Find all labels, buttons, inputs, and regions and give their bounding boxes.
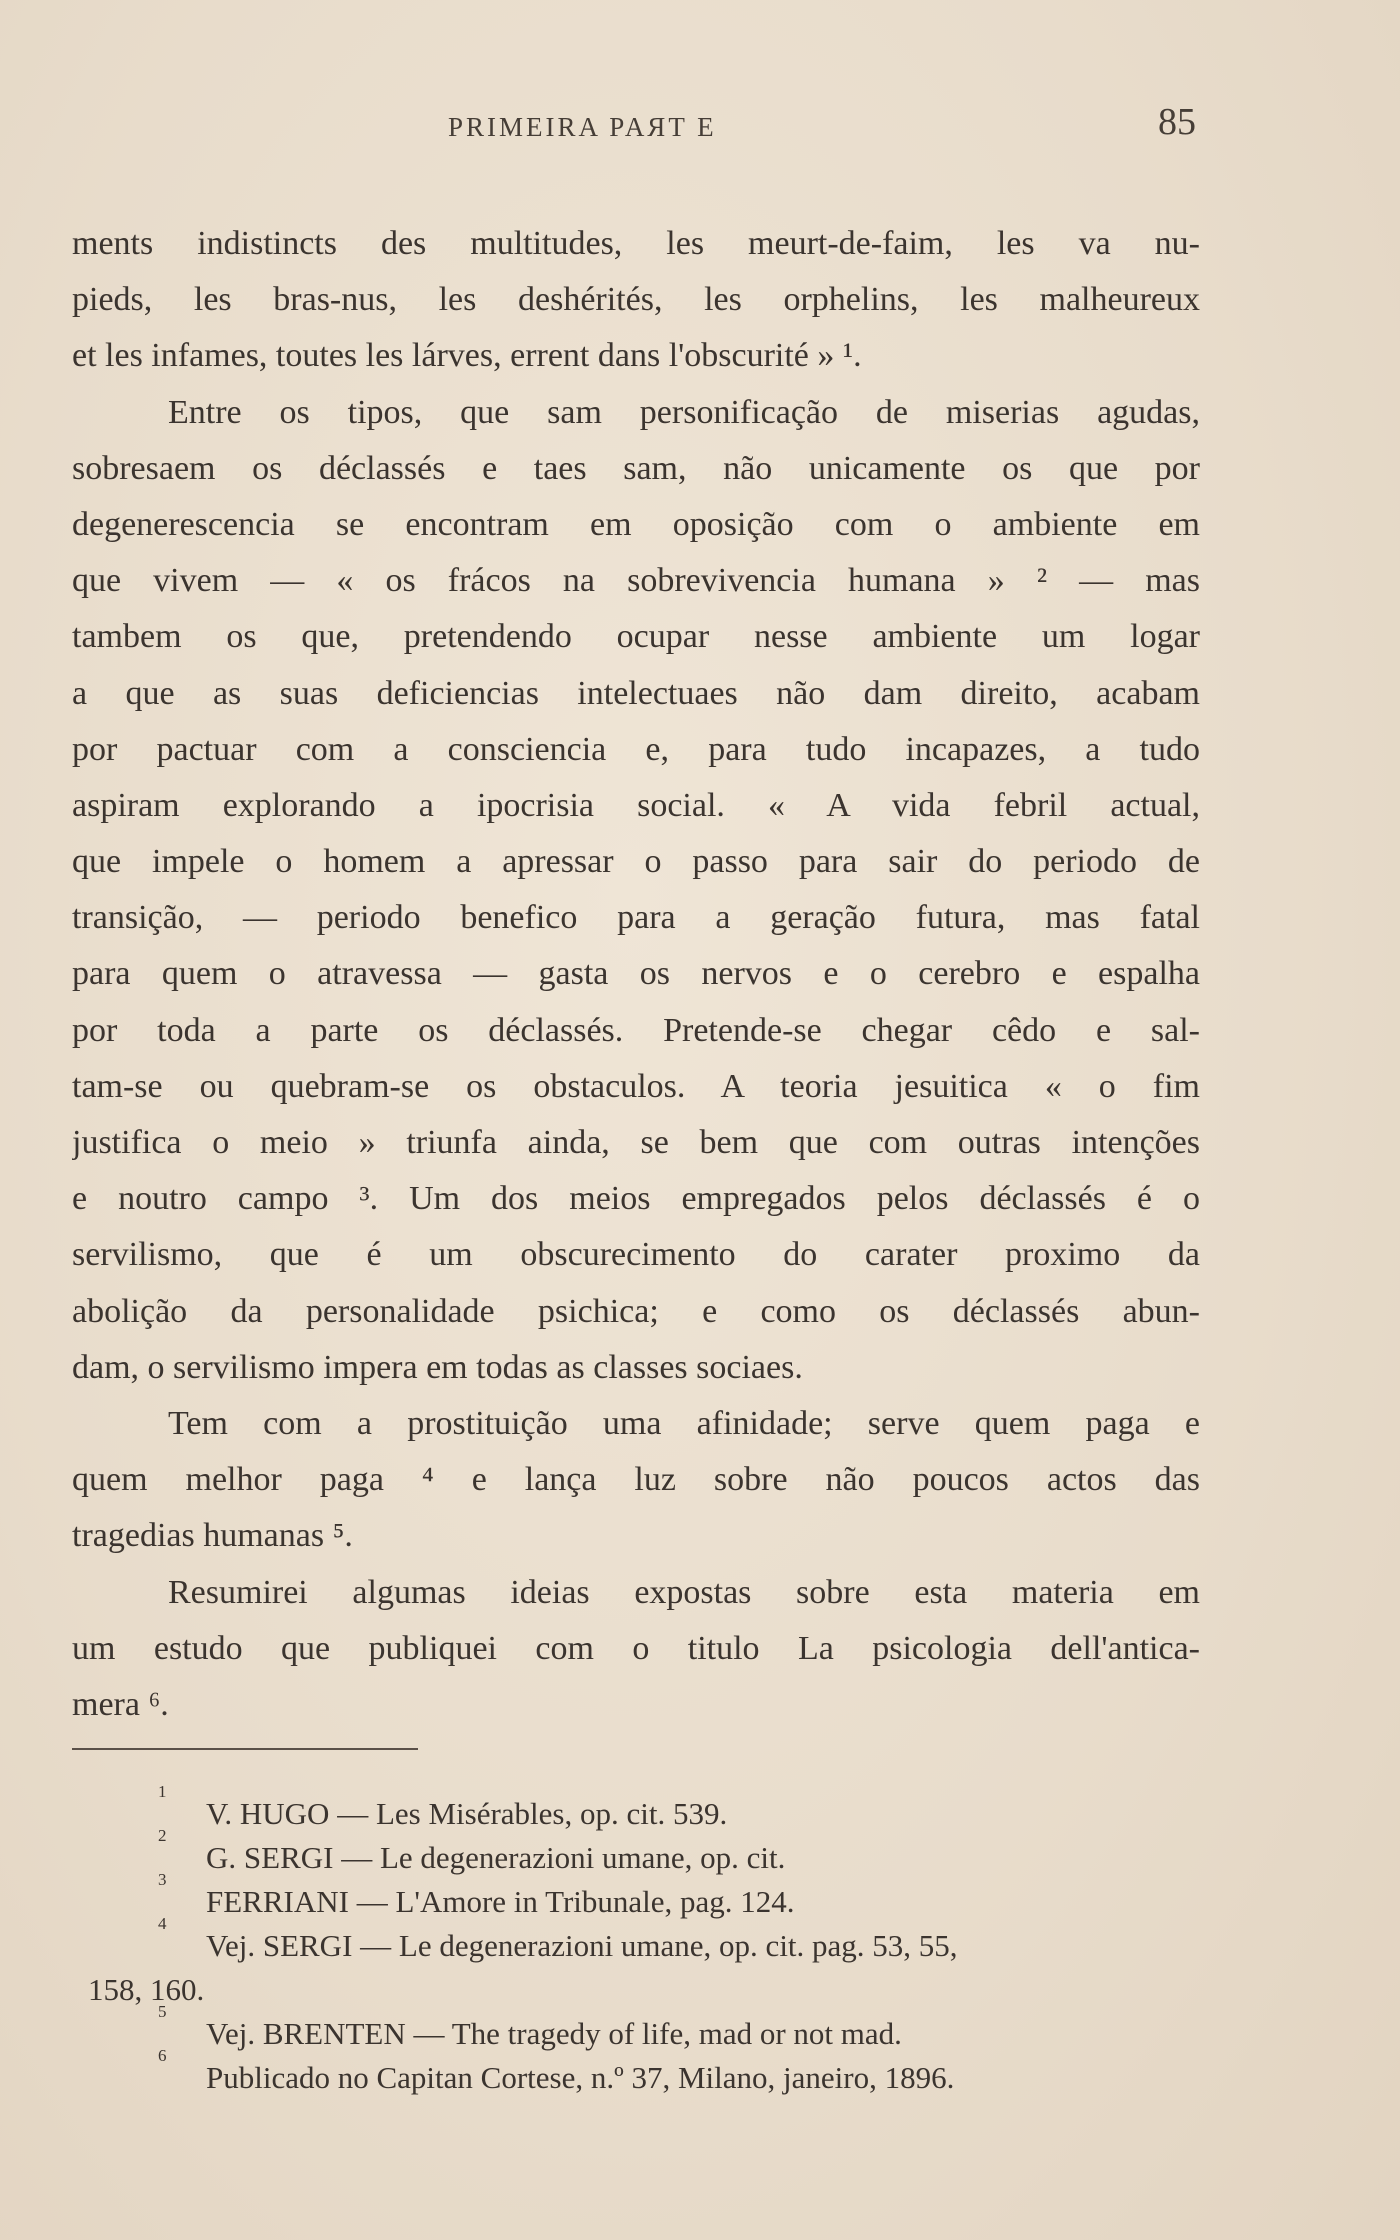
footnote-text: Vej. SERGI — Le degenerazioni umane, op. cit. pag. 53, 55, bbox=[206, 1928, 958, 1963]
footnote-number: 4 bbox=[158, 1914, 167, 1933]
text-line: Entre os tipos, que sam personificação de miserias agudas, bbox=[168, 393, 1200, 431]
text-line: pieds, les bras-nus, les deshérités, les orphelins, les malheureux bbox=[72, 281, 1200, 319]
text-line: servilismo, que é um obscurecimento do carater proximo da bbox=[72, 1236, 1200, 1274]
text-line: por toda a parte os déclassés. Pretende-se chegar cêdo e sal- bbox=[72, 1011, 1200, 1049]
footnote-number: 1 bbox=[158, 1782, 167, 1801]
text-line: mera ⁶. bbox=[72, 1685, 169, 1723]
footnote-number: 3 bbox=[158, 1870, 167, 1889]
text-line: tragedias humanas ⁵. bbox=[72, 1517, 353, 1555]
footnote-number: 2 bbox=[158, 1826, 167, 1845]
footnote-text: Vej. BRENTEN — The tragedy of life, mad or not mad. bbox=[206, 2016, 902, 2051]
footnote-continuation bbox=[72, 1968, 1200, 2012]
text-line: justifica o meio » triunfa ainda, se bem que com outras intenções bbox=[72, 1124, 1200, 1161]
text-line: tam-se ou quebram-se os obstaculos. A teoria jesuitica « o fim bbox=[72, 1067, 1200, 1105]
text-line: que vivem — « os frácos na sobrevivencia humana » ² — mas bbox=[72, 562, 1200, 600]
text-line: degenerescencia se encontram em oposição com o ambiente em bbox=[72, 505, 1200, 543]
footnote-text: Publicado no Capitan Cortese, n.º 37, Milano, janeiro, 1896. bbox=[206, 2060, 955, 2095]
text-line: quem melhor paga ⁴ e lança luz sobre não poucos actos das bbox=[72, 1461, 1200, 1499]
text-line: tambem os que, pretendendo ocupar nesse ambiente um logar bbox=[72, 618, 1200, 656]
text-line: para quem o atravessa — gasta os nervos e o cerebro e espalha bbox=[72, 955, 1200, 993]
text-line: Resumirei algumas ideias expostas sobre esta materia em bbox=[168, 1573, 1200, 1611]
text-line: por pactuar com a consciencia e, para tudo incapazes, a tudo bbox=[72, 730, 1200, 768]
footnote-number: 6 bbox=[158, 2046, 167, 2065]
footnote-text: V. HUGO — Les Misérables, op. cit. 539. bbox=[206, 1796, 728, 1831]
text-line: et les infames, toutes les lárves, errent dans l'obscurité » ¹. bbox=[72, 337, 862, 375]
body-text bbox=[72, 216, 1200, 1733]
footnote-text: G. SERGI — Le degenerazioni umane, op. cit. bbox=[206, 1840, 786, 1875]
page-header bbox=[0, 100, 1400, 150]
text-line: transição, — periodo benefico para a geração futura, mas fatal bbox=[72, 899, 1200, 937]
footnote-text: 158, 160. bbox=[88, 1972, 205, 2007]
text-line: e noutro campo ³. Um dos meios empregados pelos déclassés é o bbox=[72, 1180, 1200, 1218]
footnote-number: 5 bbox=[158, 2002, 167, 2021]
page-number: 85 bbox=[1158, 101, 1196, 143]
text-line: que impele o homem a apressar o passo para sair do periodo de bbox=[72, 843, 1200, 881]
footnote-divider bbox=[72, 1748, 418, 1750]
footnote bbox=[72, 2046, 1200, 2100]
footnote-text: FERRIANI — L'Amore in Tribunale, pag. 124. bbox=[206, 1884, 795, 1919]
footnote bbox=[72, 1782, 1200, 1836]
running-head: PRIMEIRA PAЯT E bbox=[448, 112, 717, 142]
text-line: sobresaem os déclassés e taes sam, não unicamente os que por bbox=[72, 449, 1200, 487]
text-line: aspiram explorando a ipocrisia social. « A vida febril actual, bbox=[72, 786, 1200, 824]
text-line: um estudo que publiquei com o titulo La psicologia dell'antica- bbox=[72, 1629, 1200, 1667]
footnotes bbox=[72, 1782, 1200, 2100]
footnote bbox=[72, 1870, 1200, 1924]
footnote bbox=[72, 1826, 1200, 1880]
text-line: Tem com a prostituição uma afinidade; serve quem paga e bbox=[168, 1404, 1200, 1442]
footnote bbox=[72, 2002, 1200, 2056]
text-line: a que as suas deficiencias intelectuaes não dam direito, acabam bbox=[72, 674, 1200, 712]
footnote bbox=[72, 1914, 1200, 1968]
text-line: dam, o servilismo impera em todas as classes sociaes. bbox=[72, 1348, 803, 1386]
text-line: abolição da personalidade psichica; e como os déclassés abun- bbox=[72, 1292, 1200, 1330]
text-line: ments indistincts des multitudes, les meurt-de-faim, les va nu- bbox=[72, 225, 1200, 262]
